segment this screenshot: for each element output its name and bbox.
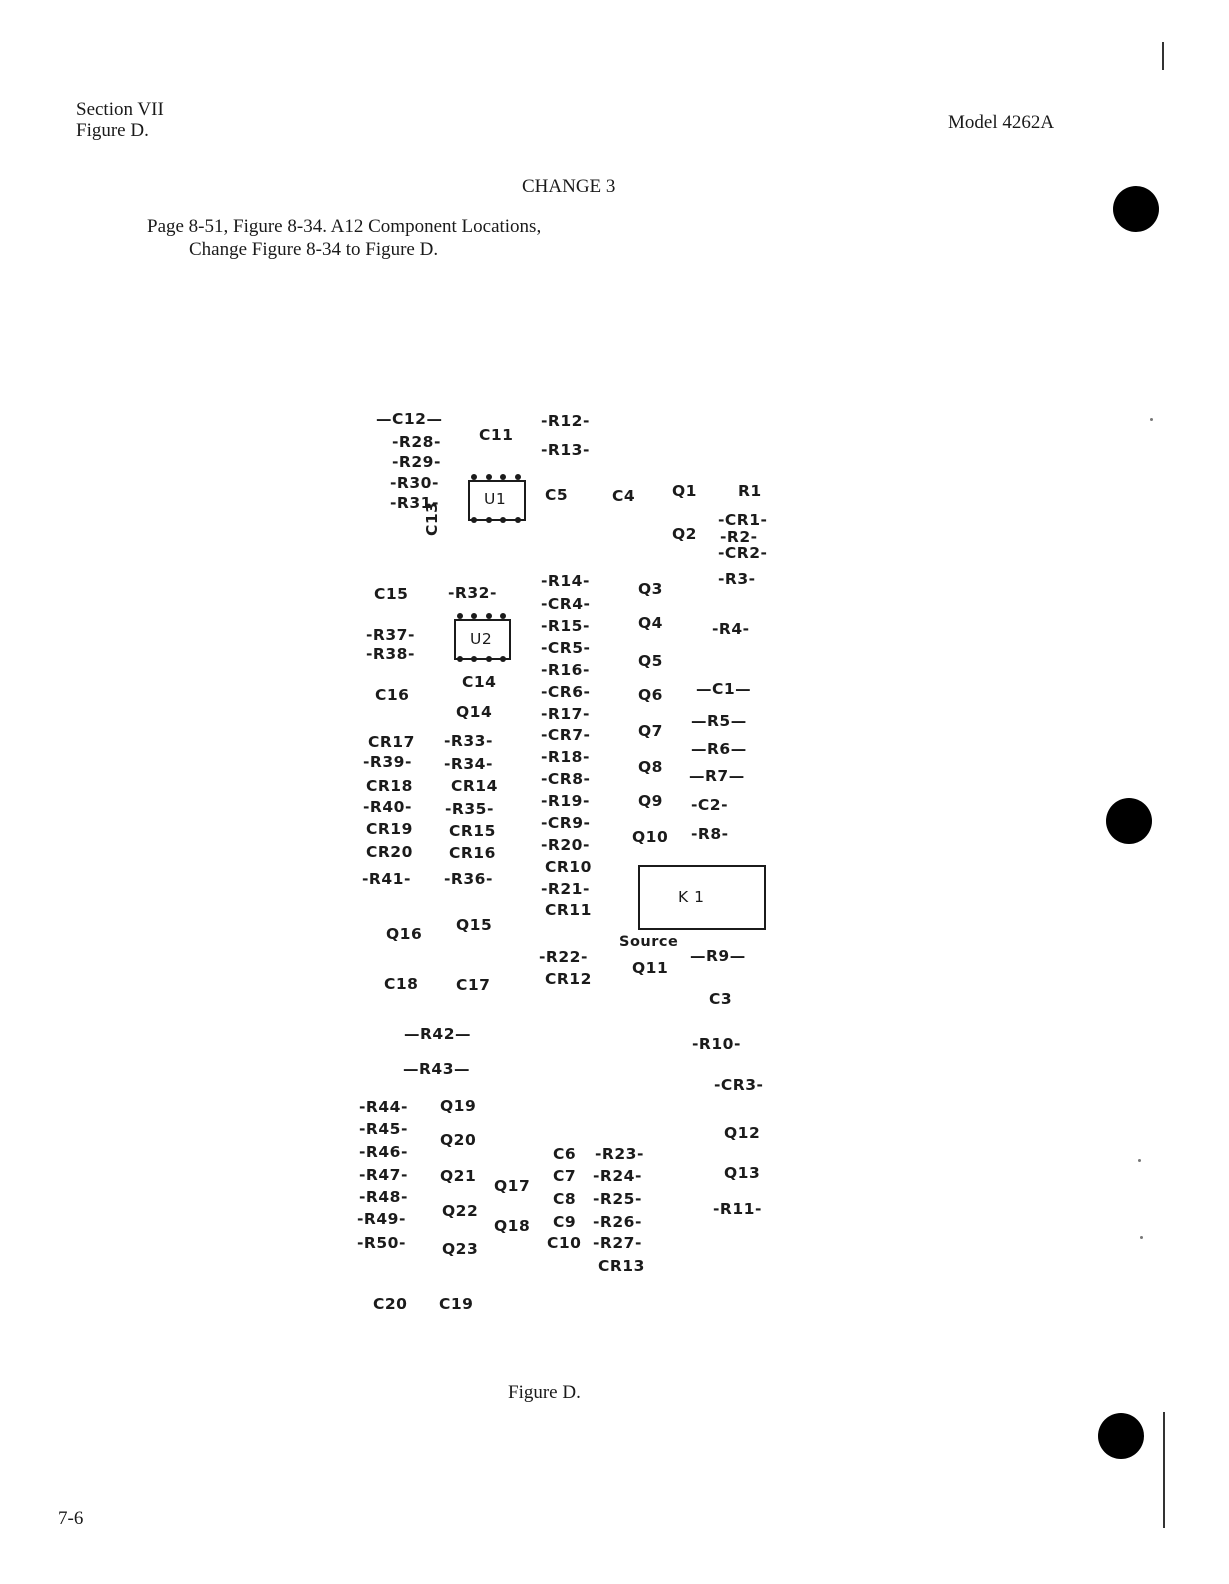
c20-label: C20 [373,1295,408,1313]
u2-label: U2 [470,630,493,648]
q13-label: Q13 [724,1164,761,1182]
r24-label: -R24- [593,1167,642,1185]
q18-label: Q18 [494,1217,531,1235]
q8-label: Q8 [638,758,663,776]
cr5-label: -CR5- [541,639,591,657]
r30-label: -R30- [390,474,439,492]
punch-hole-bottom [1098,1413,1144,1459]
punch-hole-middle [1106,798,1152,844]
r37-label: -R37- [366,626,415,644]
r36-label: -R36- [444,870,493,888]
r33-label: -R33- [444,732,493,750]
k1-label: K 1 [678,888,705,906]
u2-pins-top [457,613,506,619]
r29-label: -R29- [392,453,441,471]
q9-label: Q9 [638,792,663,810]
q22-label: Q22 [442,1202,479,1220]
r49-label: -R49- [357,1210,406,1228]
r25-label: -R25- [593,1190,642,1208]
c5-label: C5 [545,486,569,504]
r40-label: -R40- [363,798,412,816]
edge-mark-bottom [1163,1412,1165,1528]
r46-label: -R46- [359,1143,408,1161]
cr17-label: CR17 [368,733,415,751]
cr7-label: -CR7- [541,726,591,744]
figure-caption: Figure D. [508,1382,581,1403]
u1-label: U1 [484,490,507,508]
cr1-label: -CR1- [718,511,768,529]
section-label: Section VII [76,99,164,120]
r9-label: —R9— [690,947,746,965]
c13-label: C13 [423,501,441,536]
q20-label: Q20 [440,1131,477,1149]
cr16-label: CR16 [449,844,496,862]
c9-label: C9 [553,1213,577,1231]
instruction-line-2: Change Figure 8-34 to Figure D. [189,239,439,260]
r35-label: -R35- [445,800,494,818]
r31-label: -R31- [390,494,439,512]
r6-label: —R6— [691,740,747,758]
q21-label: Q21 [440,1167,477,1185]
speck [1140,1236,1143,1239]
cr10-label: CR10 [545,858,592,876]
c1-label: —C1— [696,680,752,698]
r1-label: R1 [738,482,762,500]
q1-label: Q1 [672,482,697,500]
q7-label: Q7 [638,722,663,740]
u1-pins-bottom [471,517,521,523]
r32-label: -R32- [448,584,497,602]
cr9-label: -CR9- [541,814,591,832]
r7-label: —R7— [689,767,745,785]
q11-label: Q11 [632,959,669,977]
r18-label: -R18- [541,748,590,766]
cr2-label: -CR2- [718,544,768,562]
r15-label: -R15- [541,617,590,635]
q10-label: Q10 [632,828,669,846]
c12-label: —C12— [376,410,443,428]
q17-label: Q17 [494,1177,531,1195]
r38-label: -R38- [366,645,415,663]
cr19-label: CR19 [366,820,413,838]
r3-label: -R3- [718,570,756,588]
cr6-label: -CR6- [541,683,591,701]
r47-label: -R47- [359,1166,408,1184]
c18-label: C18 [384,975,419,993]
r50-label: -R50- [357,1234,406,1252]
c14-label: C14 [462,673,497,691]
r14-label: -R14- [541,572,590,590]
q2-label: Q2 [672,525,697,543]
q14-label: Q14 [456,703,493,721]
c3-label: C3 [709,990,733,1008]
q16-label: Q16 [386,925,423,943]
c7-label: C7 [553,1167,577,1185]
c15-label: C15 [374,585,409,603]
r43-label: —R43— [403,1060,471,1078]
r44-label: -R44- [359,1098,408,1116]
cr4-label: -CR4- [541,595,591,613]
c6-label: C6 [553,1145,577,1163]
c19-label: C19 [439,1295,474,1313]
r19-label: -R19- [541,792,590,810]
cr20-label: CR20 [366,843,413,861]
figure-reference: Figure D. [76,120,149,141]
r17-label: -R17- [541,705,590,723]
r26-label: -R26- [593,1213,642,1231]
c17-label: C17 [456,976,491,994]
r22-label: -R22- [539,948,588,966]
q5-label: Q5 [638,652,663,670]
r23-label: -R23- [595,1145,644,1163]
r48-label: -R48- [359,1188,408,1206]
cr15-label: CR15 [449,822,496,840]
r8-label: -R8- [691,825,729,843]
q12-label: Q12 [724,1124,761,1142]
c16-label: C16 [375,686,410,704]
model-number: Model 4262A [948,112,1055,133]
c2-label: -C2- [691,796,729,814]
cr18-label: CR18 [366,777,413,795]
cr12-label: CR12 [545,970,592,988]
edge-mark-top [1162,42,1164,70]
r10-label: -R10- [692,1035,741,1053]
c11-label: C11 [479,426,514,444]
r12-label: -R12- [541,412,590,430]
r4-label: -R4- [712,620,750,638]
change-title: CHANGE 3 [522,176,616,197]
speck [1150,418,1153,421]
cr14-label: CR14 [451,777,498,795]
q23-label: Q23 [442,1240,479,1258]
r39-label: -R39- [363,753,412,771]
r2-label: -R2- [720,528,758,546]
r41-label: -R41- [362,870,411,888]
r5-label: —R5— [691,712,747,730]
r34-label: -R34- [444,755,493,773]
r13-label: -R13- [541,441,590,459]
cr3-label: -CR3- [714,1076,764,1094]
r21-label: -R21- [541,880,590,898]
punch-hole-top [1113,186,1159,232]
r42-label: —R42— [404,1025,472,1043]
cr13-label: CR13 [598,1257,645,1275]
page-number: 7-6 [58,1508,84,1529]
r16-label: -R16- [541,661,590,679]
r11-label: -R11- [713,1200,762,1218]
source-label: Source [619,934,679,950]
cr11-label: CR11 [545,901,592,919]
r20-label: -R20- [541,836,590,854]
c8-label: C8 [553,1190,577,1208]
r27-label: -R27- [593,1234,642,1252]
c4-label: C4 [612,487,636,505]
r28-label: -R28- [392,433,441,451]
u1-pins-top [471,474,521,480]
u2-pins-bottom [457,656,506,662]
q15-label: Q15 [456,916,493,934]
c10-label: C10 [547,1234,582,1252]
q6-label: Q6 [638,686,663,704]
cr8-label: -CR8- [541,770,591,788]
instruction-line-1: Page 8-51, Figure 8-34. A12 Component Locations, [147,216,542,237]
r45-label: -R45- [359,1120,408,1138]
q3-label: Q3 [638,580,663,598]
q19-label: Q19 [440,1097,477,1115]
speck [1138,1159,1141,1162]
q4-label: Q4 [638,614,663,632]
